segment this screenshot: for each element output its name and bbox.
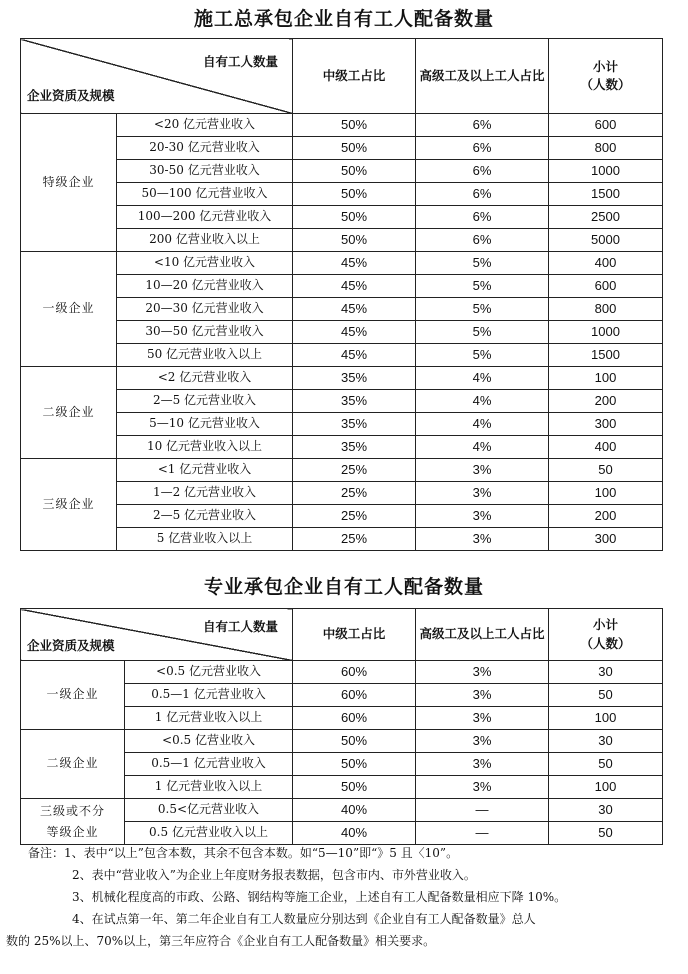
- mid-ratio-cell: 60%: [293, 684, 416, 707]
- high-ratio-cell: 6%: [416, 206, 549, 229]
- table-row: [21, 137, 663, 160]
- note-4: 4、在试点第一年、第二年企业自有工人数量应分别达到《企业自有工人配备数量》总人: [72, 912, 536, 926]
- high-ratio-cell: 3%: [416, 505, 549, 528]
- scale-cell: 50 亿元营业收入以上: [117, 344, 293, 367]
- total-cell: 1500: [549, 183, 663, 206]
- corner-top-label: 自有工人数量: [202, 619, 278, 635]
- scale-cell: 30-50 亿元营业收入: [117, 160, 293, 183]
- high-ratio-cell: 6%: [416, 160, 549, 183]
- total-cell: 100: [549, 367, 663, 390]
- construction-general-contracting-table: [20, 38, 663, 551]
- scale-cell: <1 亿元营业收入: [117, 459, 293, 482]
- mid-ratio-cell: 50%: [293, 776, 416, 799]
- header-high-ratio: 高级工及以上工人占比: [416, 39, 549, 114]
- high-ratio-cell: 5%: [416, 275, 549, 298]
- high-ratio-cell: 3%: [416, 684, 549, 707]
- scale-cell: <2 亿元营业收入: [117, 367, 293, 390]
- high-ratio-cell: 5%: [416, 252, 549, 275]
- high-ratio-cell: 6%: [416, 229, 549, 252]
- scale-cell: 1 亿元营业收入以上: [125, 707, 293, 730]
- total-cell: 200: [549, 505, 663, 528]
- high-ratio-cell: 4%: [416, 436, 549, 459]
- specialty-contracting-table: [20, 608, 663, 845]
- header-total: [549, 609, 663, 661]
- table-row: [21, 390, 663, 413]
- scale-cell: 5—10 亿元营业收入: [117, 413, 293, 436]
- table-row: [21, 298, 663, 321]
- group-label-cell: 二级企业: [21, 730, 125, 799]
- scale-cell: <0.5 亿元营业收入: [125, 661, 293, 684]
- mid-ratio-cell: 45%: [293, 344, 416, 367]
- scale-cell: 0.5<亿元营业收入: [125, 799, 293, 822]
- scale-cell: 50—100 亿元营业收入: [117, 183, 293, 206]
- scale-cell: 0.5—1 亿元营业收入: [125, 684, 293, 707]
- note-4-continued: 数的 25%以上、70%以上，第三年应符合《企业自有工人配备数量》相关要求。: [6, 934, 436, 948]
- total-cell: 400: [549, 252, 663, 275]
- mid-ratio-cell: 60%: [293, 707, 416, 730]
- total-cell: 30: [549, 730, 663, 753]
- group-label-line1: 三级或不分: [39, 804, 105, 819]
- table-row: [21, 661, 663, 684]
- header-row: [21, 39, 663, 114]
- table-row: [21, 413, 663, 436]
- high-ratio-cell: —: [416, 799, 549, 822]
- total-cell: 100: [549, 776, 663, 799]
- header-row: [21, 609, 663, 661]
- mid-ratio-cell: 50%: [293, 114, 416, 137]
- total-cell: 1000: [549, 160, 663, 183]
- table-row: [21, 459, 663, 482]
- table-row: [21, 114, 663, 137]
- scale-cell: 100—200 亿元营业收入: [117, 206, 293, 229]
- scale-cell: 10—20 亿元营业收入: [117, 275, 293, 298]
- high-ratio-cell: 4%: [416, 390, 549, 413]
- mid-ratio-cell: 45%: [293, 298, 416, 321]
- scale-cell: 200 亿营业收入以上: [117, 229, 293, 252]
- corner-header-cell: [21, 39, 293, 114]
- total-cell: 800: [549, 137, 663, 160]
- group-label-cell: 一级企业: [21, 661, 125, 730]
- table-row: [21, 206, 663, 229]
- total-cell: 200: [549, 390, 663, 413]
- header-total: [549, 39, 663, 114]
- group-label-cell: [21, 799, 125, 845]
- high-ratio-cell: 6%: [416, 137, 549, 160]
- scale-cell: 1—2 亿元营业收入: [117, 482, 293, 505]
- header-mid-ratio: 中级工占比: [293, 609, 416, 661]
- total-cell: 300: [549, 528, 663, 551]
- total-cell: 5000: [549, 229, 663, 252]
- mid-ratio-cell: 50%: [293, 730, 416, 753]
- scale-cell: 1 亿元营业收入以上: [125, 776, 293, 799]
- scale-cell: 30—50 亿元营业收入: [117, 321, 293, 344]
- scale-cell: <10 亿元营业收入: [117, 252, 293, 275]
- total-cell: 1000: [549, 321, 663, 344]
- table1-title: 施工总承包企业自有工人配备数量: [193, 8, 494, 30]
- table-row: [21, 528, 663, 551]
- table-row: [21, 321, 663, 344]
- high-ratio-cell: 3%: [416, 776, 549, 799]
- high-ratio-cell: 3%: [416, 730, 549, 753]
- mid-ratio-cell: 35%: [293, 413, 416, 436]
- mid-ratio-cell: 40%: [293, 822, 416, 845]
- total-cell: 100: [549, 482, 663, 505]
- mid-ratio-cell: 45%: [293, 252, 416, 275]
- total-cell: 600: [549, 114, 663, 137]
- table-row: [21, 367, 663, 390]
- group-label-cell: 特级企业: [21, 114, 117, 252]
- scale-cell: 5 亿营业收入以上: [117, 528, 293, 551]
- high-ratio-cell: 3%: [416, 753, 549, 776]
- note-2: 2、表中“营业收入”为企业上年度财务报表数据，包含市内、市外营业收入。: [72, 868, 476, 882]
- header-total-line2: （人数）: [580, 635, 631, 651]
- header-total-line1: 小计: [592, 617, 618, 633]
- high-ratio-cell: 6%: [416, 114, 549, 137]
- mid-ratio-cell: 50%: [293, 206, 416, 229]
- mid-ratio-cell: 25%: [293, 459, 416, 482]
- group-label-cell: 一级企业: [21, 252, 117, 367]
- total-cell: 50: [549, 684, 663, 707]
- high-ratio-cell: 4%: [416, 367, 549, 390]
- group-label-cell: 二级企业: [21, 367, 117, 459]
- total-cell: 2500: [549, 206, 663, 229]
- table-row: [21, 160, 663, 183]
- mid-ratio-cell: 25%: [293, 528, 416, 551]
- table-row: [21, 482, 663, 505]
- total-cell: 300: [549, 413, 663, 436]
- group-label-cell: 三级企业: [21, 459, 117, 551]
- scale-cell: 10 亿元营业收入以上: [117, 436, 293, 459]
- mid-ratio-cell: 45%: [293, 321, 416, 344]
- high-ratio-cell: 6%: [416, 183, 549, 206]
- scale-cell: 2—5 亿元营业收入: [117, 390, 293, 413]
- high-ratio-cell: 5%: [416, 344, 549, 367]
- scale-cell: <0.5 亿营业收入: [125, 730, 293, 753]
- corner-bottom-label: 企业资质及规模: [27, 87, 115, 103]
- corner-top-label: 自有工人数量: [202, 54, 278, 70]
- total-cell: 600: [549, 275, 663, 298]
- table-row: [21, 229, 663, 252]
- high-ratio-cell: 3%: [416, 528, 549, 551]
- corner-bottom-label: 企业资质及规模: [27, 638, 115, 654]
- mid-ratio-cell: 25%: [293, 505, 416, 528]
- mid-ratio-cell: 50%: [293, 753, 416, 776]
- total-cell: 800: [549, 298, 663, 321]
- total-cell: 30: [549, 661, 663, 684]
- mid-ratio-cell: 35%: [293, 367, 416, 390]
- table-row: [21, 505, 663, 528]
- high-ratio-cell: 3%: [416, 707, 549, 730]
- table-row: [21, 183, 663, 206]
- high-ratio-cell: 3%: [416, 459, 549, 482]
- table-row: [21, 799, 663, 822]
- scale-cell: 20—30 亿元营业收入: [117, 298, 293, 321]
- note-1: 备注：1、表中“以上”包含本数，其余不包含本数。如“5—10”即“》5 且〈10”。: [28, 846, 459, 860]
- mid-ratio-cell: 25%: [293, 482, 416, 505]
- scale-cell: 20-30 亿元营业收入: [117, 137, 293, 160]
- header-high-ratio: 高级工及以上工人占比: [416, 609, 549, 661]
- total-cell: 400: [549, 436, 663, 459]
- scale-cell: 0.5 亿元营业收入以上: [125, 822, 293, 845]
- mid-ratio-cell: 35%: [293, 390, 416, 413]
- notes: [0, 842, 688, 952]
- scale-cell: 2—5 亿元营业收入: [117, 505, 293, 528]
- total-cell: 100: [549, 707, 663, 730]
- mid-ratio-cell: 50%: [293, 137, 416, 160]
- total-cell: 50: [549, 753, 663, 776]
- header-total-line2: （人数）: [580, 77, 631, 92]
- header-total-line1: 小计: [592, 58, 618, 74]
- total-cell: 50: [549, 459, 663, 482]
- mid-ratio-cell: 45%: [293, 275, 416, 298]
- note-3: 3、机械化程度高的市政、公路、钢结构等施工企业，上述自有工人配备数量相应下降 10%。: [72, 890, 567, 904]
- table-row: [21, 344, 663, 367]
- table2-title: 专业承包企业自有工人配备数量: [203, 576, 484, 598]
- high-ratio-cell: —: [416, 822, 549, 845]
- total-cell: 30: [549, 799, 663, 822]
- table-row: [21, 252, 663, 275]
- scale-cell: <20 亿元营业收入: [117, 114, 293, 137]
- mid-ratio-cell: 35%: [293, 436, 416, 459]
- high-ratio-cell: 3%: [416, 661, 549, 684]
- mid-ratio-cell: 40%: [293, 799, 416, 822]
- mid-ratio-cell: 50%: [293, 229, 416, 252]
- high-ratio-cell: 5%: [416, 298, 549, 321]
- mid-ratio-cell: 50%: [293, 160, 416, 183]
- high-ratio-cell: 5%: [416, 321, 549, 344]
- total-cell: 50: [549, 822, 663, 845]
- mid-ratio-cell: 50%: [293, 183, 416, 206]
- high-ratio-cell: 4%: [416, 413, 549, 436]
- table-row: [21, 436, 663, 459]
- total-cell: 1500: [549, 344, 663, 367]
- mid-ratio-cell: 60%: [293, 661, 416, 684]
- corner-header-cell: [21, 609, 293, 661]
- table-row: [21, 275, 663, 298]
- group-label-line2: 等级企业: [46, 824, 99, 839]
- high-ratio-cell: 3%: [416, 482, 549, 505]
- scale-cell: 0.5—1 亿元营业收入: [125, 753, 293, 776]
- table-row: [21, 730, 663, 753]
- header-mid-ratio: 中级工占比: [293, 39, 416, 114]
